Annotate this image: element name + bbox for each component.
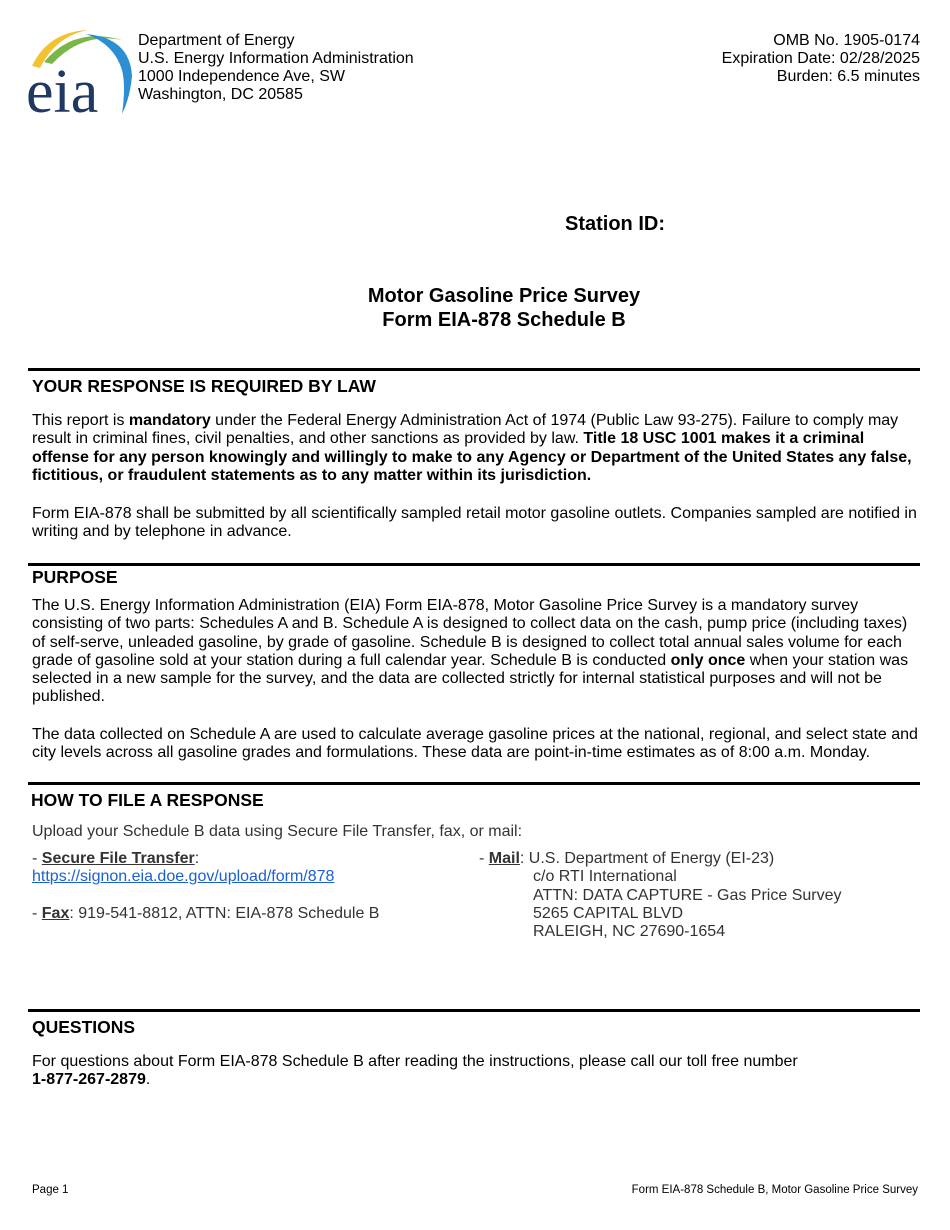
questions-end: .: [145, 1071, 151, 1089]
law-warning: Title 18 USC 1001 makes it a criminal offense for any person knowingly and willingly to make to any Agency or Department of the United States any false, fictitious, or fraudulent statements as to any matter within its jurisdiction.: [32, 430, 912, 484]
expiration-date: Expiration Date: 02/28/2025: [721, 50, 920, 67]
section-divider: [28, 368, 920, 371]
agency-line: 1000 Independence Ave, SW: [138, 68, 345, 85]
purpose-text: when your station was selected in a new sample for the survey, and the data are collected strictly for internal statistical purposes and will not be published.: [32, 651, 909, 706]
form-title-line1: Motor Gasoline Price Survey: [367, 285, 641, 307]
agency-line: Washington, DC 20585: [138, 86, 303, 103]
questions-text: For questions about Form EIA-878 Schedule B after reading the instructions, please call our toll free number: [32, 1053, 798, 1070]
sft-label: Secure File Transfer: [41, 850, 195, 867]
mail-address-line: : U.S. Department of Energy (EI-23): [519, 850, 775, 867]
station-id-label: Station ID:: [565, 213, 665, 235]
law-text: under the Federal Energy Administration Act of 1974 (Public Law 93-275). Failure to comply may result in criminal fines, civil penalties, and other sanctions as provided by law.: [32, 412, 899, 448]
logo-text: eia: [26, 58, 99, 118]
purpose-paragraph: [32, 597, 922, 707]
mail-address-line: c/o RTI International: [533, 868, 677, 886]
mail-address-line: RALEIGH, NC 27690-1654: [533, 923, 726, 941]
mail-address-line: 5265 CAPITAL BLVD: [533, 904, 683, 922]
form-title: [0, 284, 950, 332]
form-title-line2: Form EIA-878 Schedule B: [382, 309, 626, 331]
eia-logo: [26, 26, 136, 118]
purpose-only-once: only once: [670, 651, 746, 669]
mail-address-line: ATTN: DATA CAPTURE - Gas Price Survey: [533, 886, 842, 904]
agency-line: U.S. Energy Information Administration: [138, 50, 414, 67]
fax-label: Fax: [41, 905, 70, 922]
fax-text: : 919-541-8812, ATTN: EIA-878 Schedule B: [69, 905, 380, 922]
toll-free-number: 1-877-267-2879: [32, 1071, 146, 1089]
agency-line: Department of Energy: [138, 32, 295, 49]
sft-link[interactable]: https://signon.eia.doe.gov/upload/form/878: [32, 868, 335, 886]
law-paragraph-2: Form EIA-878 shall be submitted by all scientifically sampled retail motor gasoline outlets. Companies sampled are notified in writing and by telephone in advance.: [32, 505, 917, 541]
how-to-file-heading: HOW TO FILE A RESPONSE: [31, 790, 264, 810]
purpose-text: The U.S. Energy Information Administration (EIA) Form EIA-878, Motor Gasoline Price Survey is a mandatory survey consisting of two parts: Schedules A and B. Schedule A is designed to collect data on the cash, pump price (including taxes) of self-serve, unleaded gasoline, by grade of gasoline. Schedule B is designed to collect total annual sales volume for each grade of gasoline sold at your station during a full calendar year. Schedule B is conducted: [32, 597, 908, 669]
footer-form-name: Form EIA-878 Schedule B, Motor Gasoline Price Survey: [631, 1184, 918, 1196]
law-mandatory: mandatory: [128, 412, 211, 429]
burden: Burden: 6.5 minutes: [776, 68, 920, 85]
law-text: This report is: [32, 412, 129, 429]
mail-line: - Mail: U.S. Department of Energy (EI-23): [479, 850, 775, 867]
how-to-file-intro: Upload your Schedule B data using Secure File Transfer, fax, or mail:: [32, 823, 523, 840]
purpose-paragraph-2: The data collected on Schedule A are used to calculate average gasoline prices at the national, regional, and select state and city levels across all gasoline grades and formulations. These data are point-in-time estimates as of 8:00 a.m. Monday.: [32, 726, 918, 762]
section-divider: [28, 782, 920, 785]
law-paragraph: [32, 412, 922, 485]
questions-paragraph: [32, 1053, 812, 1090]
fax-option: - Fax: 919-541-8812, ATTN: EIA-878 Schedule B: [32, 905, 380, 922]
purpose-heading: PURPOSE: [32, 567, 118, 587]
page-number: Page 1: [32, 1184, 69, 1196]
omb-number: OMB No. 1905-0174: [773, 32, 920, 49]
questions-heading: QUESTIONS: [32, 1017, 136, 1037]
sft-option: - Secure File Transfer: https://signon.eia.doe.gov/upload/form/878: [32, 850, 335, 886]
agency-address: [138, 32, 414, 104]
mail-label: Mail: [488, 850, 520, 867]
section-divider: [28, 563, 920, 566]
section-divider: [28, 1009, 920, 1012]
omb-info: [722, 32, 920, 86]
mail-option: [479, 850, 919, 941]
law-heading: YOUR RESPONSE IS REQUIRED BY LAW: [32, 376, 376, 396]
